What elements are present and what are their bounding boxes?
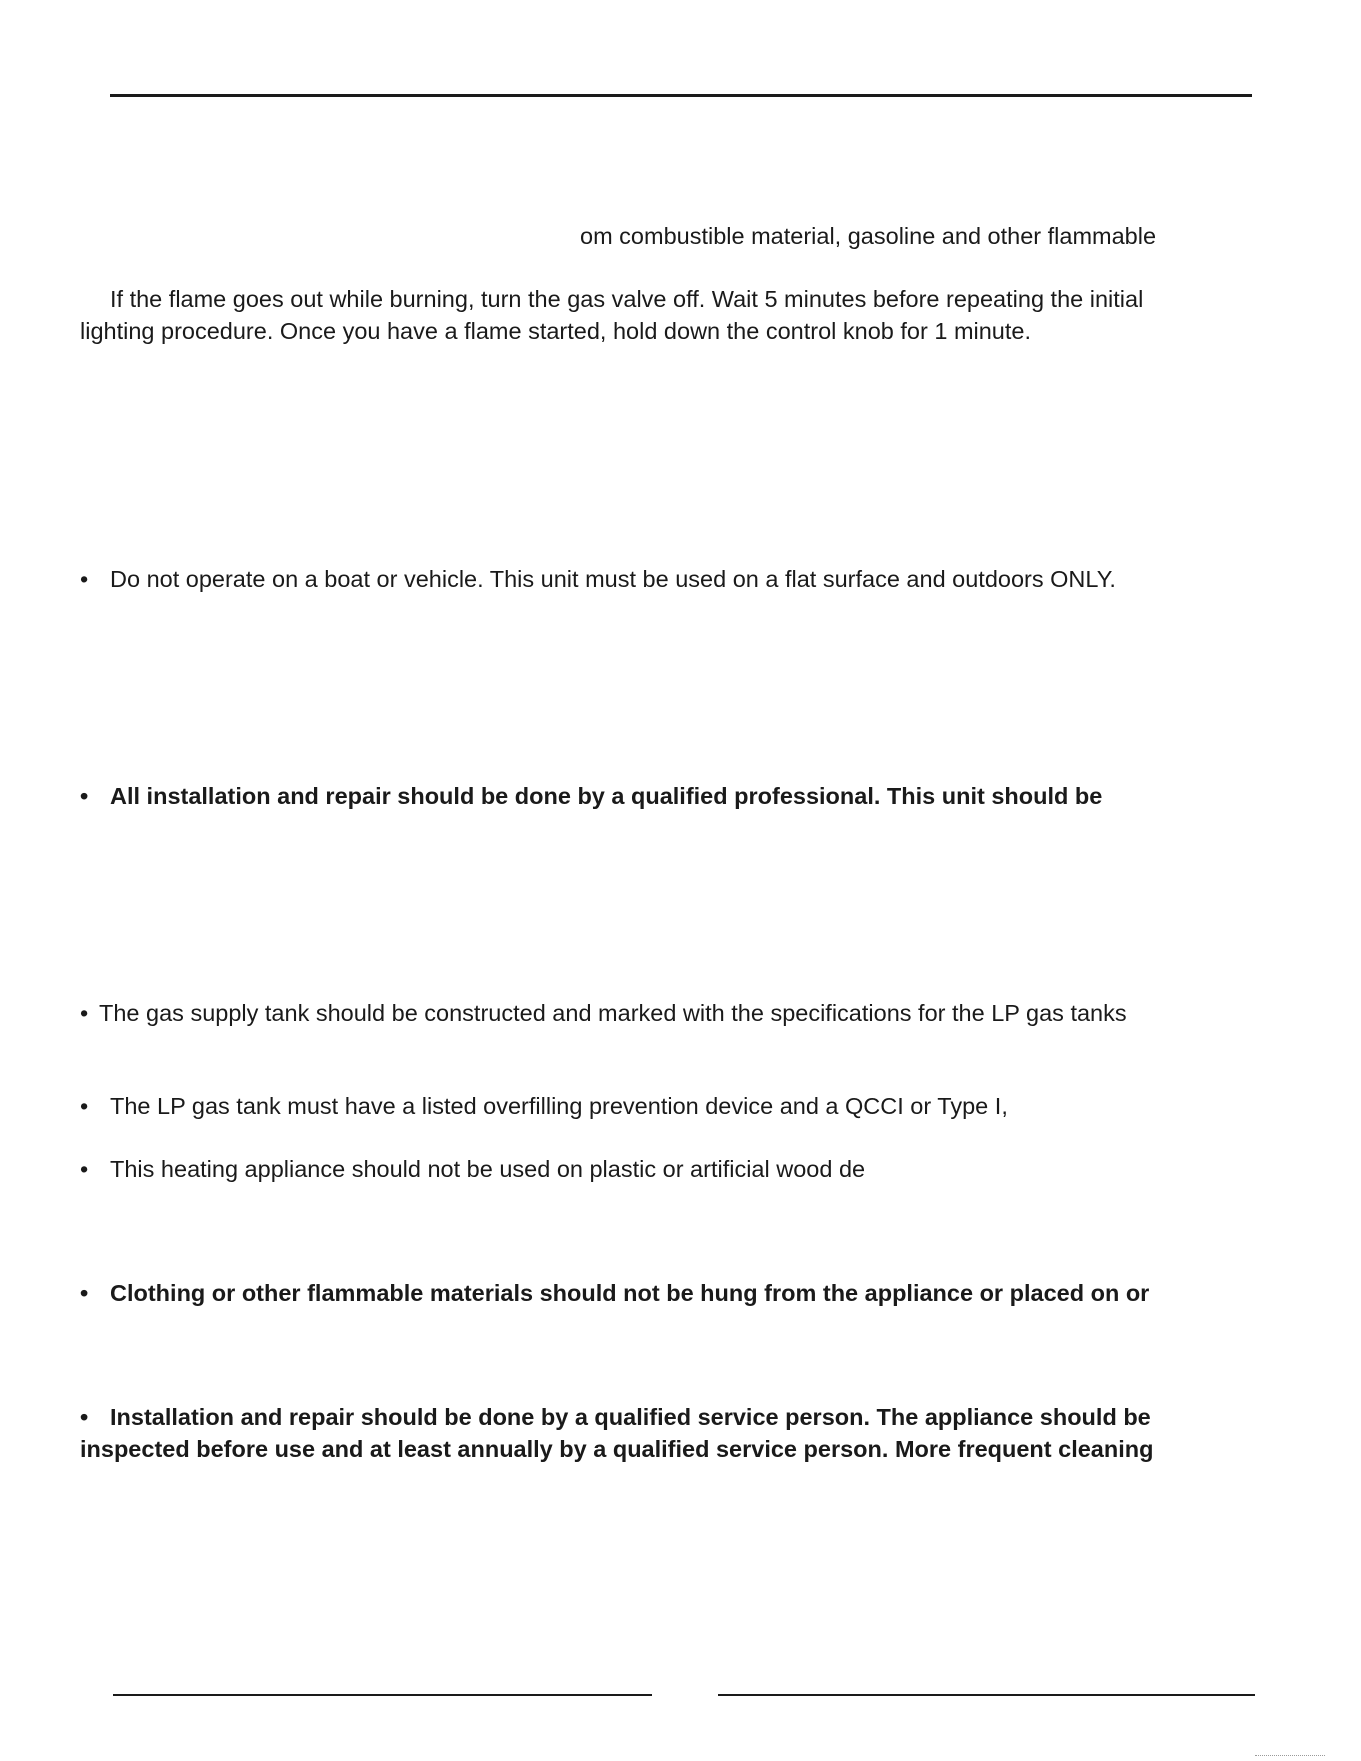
header-rule [110,94,1252,97]
bullet-icon: • [80,1404,89,1430]
footer-rule-left [113,1694,652,1696]
boat-warning-text: Do not operate on a boat or vehicle. This unit must be used on a flat surface and outdoors ONLY. [110,566,1116,592]
flame-out-paragraph-line-1: If the flame goes out while burning, turn the gas valve off. Wait 5 minutes before repeating the initial [110,286,1144,312]
deck-warning-text: This heating appliance should not be used on plastic or artificial wood de [110,1156,866,1182]
footer-rule-right [718,1694,1255,1696]
bullet-icon: • [80,1093,89,1119]
bullet-icon: • [80,1000,89,1026]
flame-out-paragraph-line-2: lighting procedure. Once you have a flame started, hold down the control knob for 1 minute. [80,318,1032,344]
clothing-warning-text: Clothing or other flammable materials should not be hung from the appliance or placed on or [110,1280,1150,1306]
service-warning-text-1: Installation and repair should be done by a qualified service person. The appliance should be [110,1404,1151,1430]
overfill-device-text: The LP gas tank must have a listed overfilling prevention device and a QCCI or Type I, [110,1093,1008,1119]
bullet-icon: • [80,783,89,809]
tank-spec-item [80,997,1127,1029]
combustible-material-fragment: om combustible material, gasoline and other flammable [580,223,1157,249]
boat-warning-item [80,563,1116,595]
deck-warning-item [80,1153,865,1185]
clothing-warning-item [80,1277,1149,1309]
tank-spec-text: The gas supply tank should be constructed and marked with the specifications for the LP gas tanks [99,1000,1127,1026]
service-warning-item-line-1 [80,1401,1151,1433]
installation-warning-text: All installation and repair should be done by a qualified professional. This unit should be [110,783,1103,809]
overfill-device-item [80,1090,1008,1122]
bullet-icon: • [80,1280,89,1306]
service-warning-item-line-2: inspected before use and at least annually by a qualified service person. More frequent cleaning [80,1436,1154,1462]
scan-artifact [1255,1755,1325,1759]
bullet-icon: • [80,1156,89,1182]
bullet-icon: • [80,566,89,592]
installation-warning-item [80,780,1102,812]
